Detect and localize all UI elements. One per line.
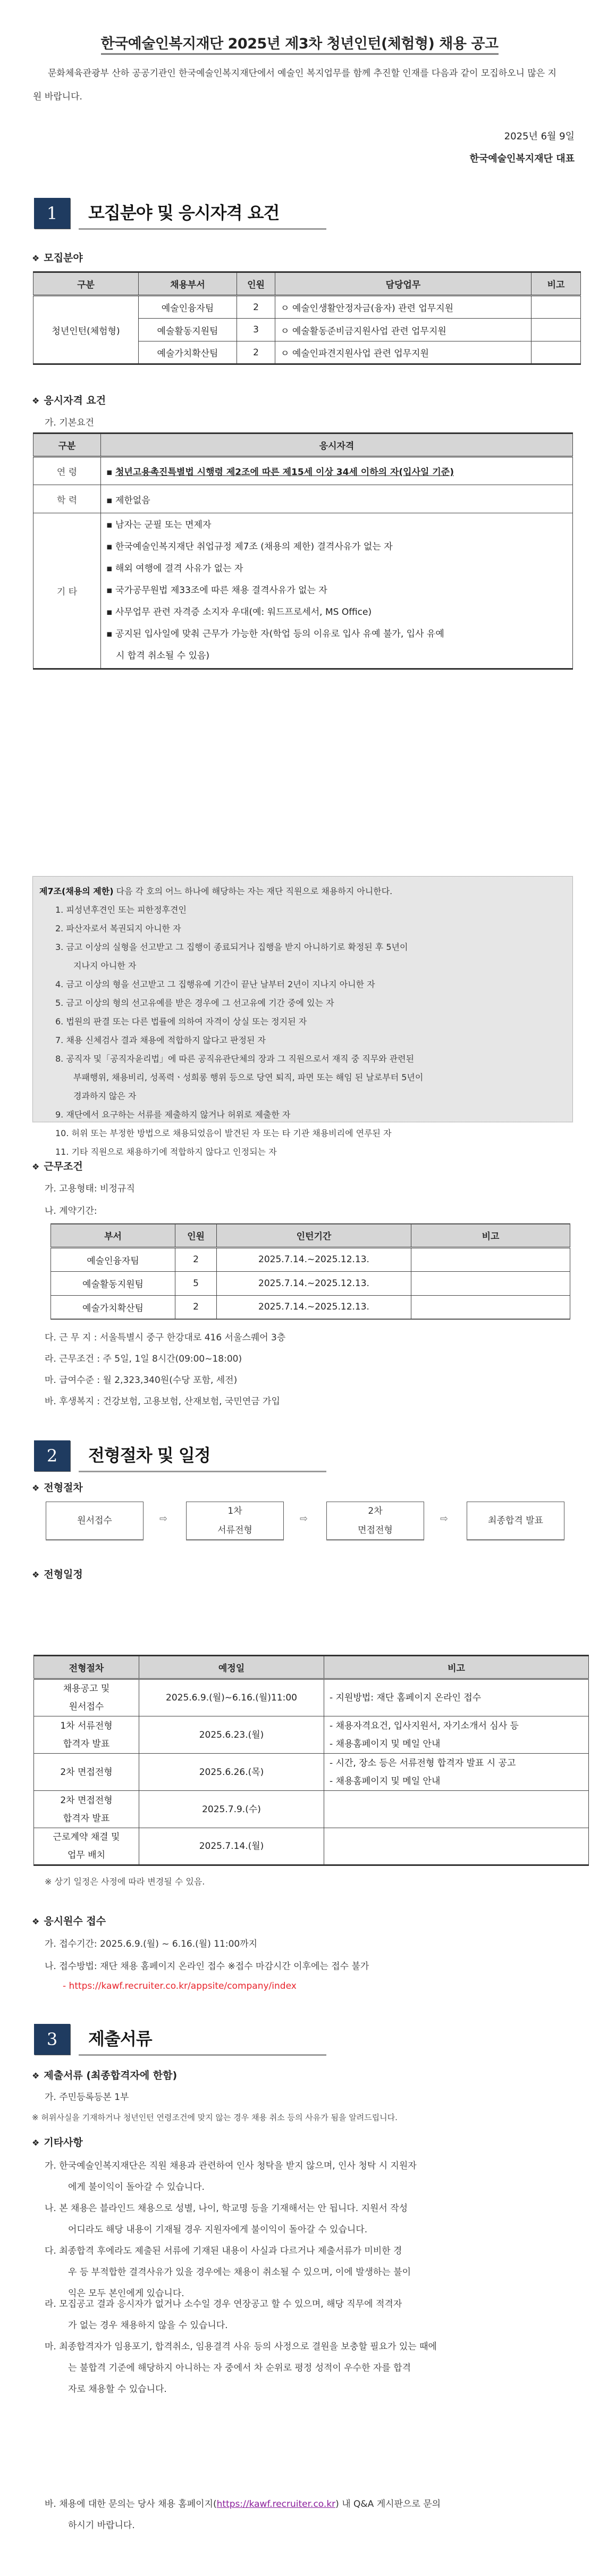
stage-cell: 근로계약 채결 및 업무 배치 — [34, 1828, 139, 1865]
application-url-link[interactable]: - https://kawf.recruiter.co.kr/appsite/company/index — [63, 1981, 297, 1991]
restriction-item: 1. 피성년후견인 또는 피한정후견인 — [55, 905, 187, 915]
col-header: 구분 — [33, 272, 139, 296]
etc-item: ▪ 국가공무원법 제33조에 따른 채용 결격사유가 없는 자 — [106, 585, 327, 596]
diamond-bullet-icon: ❖ — [32, 2071, 40, 2081]
period-cell: 2025.7.14.~2025.12.13. — [217, 1247, 411, 1271]
col-header: 인원 — [175, 1224, 217, 1247]
col-header: 구분 — [33, 433, 101, 457]
restriction-item: 10. 허위 또는 부정한 방법으로 채용되었음이 발견된 자 또는 타 기관 채용비리에 연루된 자 — [55, 1128, 392, 1138]
subheading-process: ❖ 전형절차 — [32, 1482, 83, 1494]
subheading-qualification: ❖ 응시자격 요건 — [32, 395, 106, 406]
restriction-item: 5. 금고 이상의 형의 선고유예를 받은 경우에 그 선고유예 기간 중에 있는 자 — [55, 998, 334, 1008]
col-header: 전형절차 — [34, 1656, 139, 1679]
etc-item: ▪ 사무업무 관련 자격증 소지자 우대(예: 워드프로세서, MS Office) — [106, 607, 372, 618]
section-3-header — [34, 2024, 332, 2056]
restriction-item: 9. 재단에서 요구하는 서류를 제출하지 않거나 허위로 제출한 자 — [55, 1110, 291, 1120]
welfare: 바. 후생복지 : 건강보험, 고용보험, 산재보험, 국민연금 가입 — [45, 1396, 280, 1407]
etc-item-continued: 시 합격 취소될 수 있음) — [116, 651, 210, 661]
stage-cell: 채용공고 및 원서접수 — [34, 1679, 139, 1716]
required-document: 가. 주민등록등본 1부 — [45, 2092, 129, 2103]
dept-cell: 예술인융자팀 — [139, 296, 237, 319]
row-label: 학 력 — [33, 485, 101, 513]
duty-cell: ㅇ 예술인생활안정자금(융자) 관련 업무지원 — [275, 296, 531, 319]
table-row-age — [33, 457, 573, 485]
etc-item: ▪ 남자는 군필 또는 면제자 — [106, 520, 212, 530]
table-header-row — [33, 272, 581, 296]
dept-cell: 예술활동지원팀 — [139, 319, 237, 341]
application-method: 나. 접수방법: 재단 채용 홈페이지 온라인 접수 ※접수 마감시간 이후에는 접수 불가 — [45, 1961, 369, 1972]
work-location: 다. 근 무 지 : 서울특별시 중구 한강대로 416 서울스퀘어 3층 — [45, 1332, 286, 1343]
subheading-etc: ❖ 기타사항 — [32, 2137, 83, 2148]
etc-item: ▪ 해외 여행에 결격 사유가 없는 자 — [106, 563, 243, 574]
etc-item: ▪ 한국예술인복지재단 취업규정 제7조 (채용의 제한) 결격사유가 없는 자 — [106, 541, 393, 552]
announcement-date: 2025년 6월 9일 — [504, 131, 575, 142]
recruiter-homepage-link[interactable]: https://kawf.recruiter.co.kr — [216, 2499, 336, 2510]
diamond-bullet-icon: ❖ — [32, 1483, 40, 1493]
restriction-item: 2. 파산자로서 복권되지 아니한 자 — [55, 923, 181, 933]
restriction-item: 8. 공직자 및「공직자윤리법」에 따른 공직유관단체의 장과 그 직원으로서 재직 중 직무와 관련된 — [55, 1054, 415, 1064]
restriction-item: 11. 기타 직원으로 채용하기에 적합하지 않다고 인정되는 자 — [55, 1147, 277, 1157]
notes-cell: - 채용자격요건, 입사지원서, 자기소개서 심사 등 - 채용홈페이지 및 메일 안내 — [324, 1716, 589, 1754]
table-row-education — [33, 485, 573, 513]
stage-cell: 2차 면접전형 합격자 발표 — [34, 1791, 139, 1828]
diamond-bullet-icon: ❖ — [32, 1570, 40, 1580]
section-title: 전형절차 및 일정 — [79, 1440, 326, 1472]
notes-cell: - 지원방법: 재단 홈페이지 온라인 접수 — [324, 1679, 589, 1716]
note-cell — [531, 296, 581, 319]
dept-cell: 예술가치확산팀 — [51, 1295, 175, 1319]
note-cell — [531, 319, 581, 341]
etc-item-ra: 라. 모집공고 결과 응시자가 없거나 소수일 경우 연장공고 할 수 있으며, 해당 직무에 적격자 가 없는 경우 채용하지 않을 수 있습니다. — [45, 2299, 402, 2331]
col-header: 채용부서 — [139, 272, 237, 296]
dept-cell: 예술활동지원팀 — [51, 1271, 175, 1295]
subheading-work-conditions: ❖ 근무조건 — [32, 1161, 83, 1172]
table-header-row — [51, 1224, 570, 1247]
salary: 마. 급여수준 : 월 2,323,340원(수당 포함, 세전) — [45, 1375, 238, 1386]
schedule-footnote: ※ 상기 일정은 사정에 따라 변경될 수 있음. — [45, 1877, 205, 1887]
process-step-final-announcement: 최종합격 발표 — [467, 1502, 564, 1540]
restriction-item: 4. 금고 이상의 형을 선고받고 그 집행유예 기간이 끝난 날부터 2년이 지나지 아니한 자 — [55, 979, 375, 989]
qualification-table — [33, 432, 573, 670]
note-cell — [411, 1271, 570, 1295]
restriction-item-continued: 지나지 아니한 자 — [73, 961, 137, 971]
schedule-table — [33, 1655, 589, 1866]
duty-cell: ㅇ 예술인파견지원사업 관련 업무지원 — [275, 341, 531, 364]
etc-item-ma: 마. 최종합격자가 임용포기, 합격취소, 임용결격 사유 등의 사정으로 결원을 보충할 필요가 있는 때에 는 불합격 기준에 해당하지 아니하는 자 중에서 차 순위로 평정 성적이 우수한 자를 합격 자로 채용할 수 있습니다. — [45, 2341, 437, 2395]
col-header: 인턴기간 — [217, 1224, 411, 1247]
organization-signature: 한국예술인복지재단 대표 — [469, 153, 575, 164]
table-row — [51, 1271, 570, 1295]
section-title: 모집분야 및 응시자격 요건 — [79, 198, 326, 230]
etc-item-ga: 가. 한국예술인복지재단은 직원 채용과 관련하여 인사 청탁을 받지 않으며, 인사 청탁 시 지원자 에게 불이익이 돌아갈 수 있습니다. — [45, 2161, 417, 2192]
col-header: 비고 — [324, 1656, 589, 1679]
restriction-title: 제7조(채용의 제한) 다음 각 호의 어느 하나에 해당하는 자는 재단 직원으로 채용하지 아니한다. — [39, 886, 393, 896]
subheading-recruit: ❖ 모집분야 — [32, 252, 83, 264]
count-cell: 5 — [175, 1271, 217, 1295]
restriction-clause-box — [32, 876, 573, 1157]
col-header: 비고 — [411, 1224, 570, 1247]
table-row — [51, 1247, 570, 1271]
documents-warning-note: ※ 허위사실을 기재하거나 청년인턴 연령조건에 맞지 않는 경우 채용 취소 등의 사유가 됨을 알려드립니다. — [32, 2113, 398, 2122]
subheading-application: ❖ 응시원수 접수 — [32, 1915, 106, 1927]
table-row — [34, 1679, 589, 1716]
restriction-item: 3. 금고 이상의 실형을 선고받고 그 집행이 종료되거나 집행을 받지 아니하기로 확정된 후 5년이 — [55, 942, 408, 952]
diamond-bullet-icon: ❖ — [32, 1916, 40, 1927]
intro-paragraph: 문화체육관광부 산하 공공기관인 한국예술인복지재단에서 예술인 복지업무를 함께 추진할 인재를 다음과 같이 모집하오니 많은 지원 바랍니다. — [33, 68, 557, 102]
count-cell: 3 — [237, 319, 275, 341]
work-hours: 라. 근무조건 : 주 5일, 1일 8시간(09:00~18:00) — [45, 1354, 242, 1364]
arrow-right-icon: ⇨ — [300, 1513, 308, 1524]
page-title: 한국예술인복지재단 2025년 제3차 청년인턴(체험형) 채용 공고 — [0, 32, 599, 53]
period-cell: 2025.7.14.~2025.12.13. — [217, 1271, 411, 1295]
table-row — [33, 296, 581, 319]
stage-cell: 1차 서류전형 합격자 발표 — [34, 1716, 139, 1754]
employment-type: 가. 고용형태: 비정규직 — [45, 1183, 135, 1194]
row-label: 연 령 — [33, 457, 101, 485]
section-number-badge: 1 — [34, 198, 70, 229]
contract-period-label: 나. 계약기간: — [45, 1206, 97, 1216]
note-cell — [411, 1295, 570, 1319]
dept-cell: 예술인융자팀 — [51, 1247, 175, 1271]
section-2-header — [34, 1440, 332, 1472]
count-cell: 2 — [175, 1295, 217, 1319]
count-cell: 2 — [237, 296, 275, 319]
row-label: 기 타 — [33, 513, 101, 669]
application-period: 가. 접수기간: 2025.6.9.(월) ~ 6.16.(월) 11:00까지 — [45, 1939, 258, 1949]
restriction-item-continued: 경과하지 않은 자 — [73, 1091, 137, 1101]
etc-item-da: 다. 최종합격 후에라도 제출된 서류에 기재된 내용이 사실과 다르거나 제출서류가 미비한 경 우 등 부적합한 결격사유가 있을 경우에는 채용이 취소될 수 있으며, 이에 발생하는 불이 익은 모두 본인에게 있습니다. — [45, 2246, 411, 2299]
section-title: 제출서류 — [79, 2024, 326, 2056]
count-cell: 2 — [175, 1247, 217, 1271]
table-row — [34, 1791, 589, 1828]
count-cell: 2 — [237, 341, 275, 364]
diamond-bullet-icon: ❖ — [32, 2138, 40, 2148]
stage-cell: 2차 면접전형 — [34, 1754, 139, 1791]
section-1-header — [34, 198, 332, 230]
period-cell: 2025.7.14.~2025.12.13. — [217, 1295, 411, 1319]
table-row — [34, 1716, 589, 1754]
restriction-item: 7. 채용 신체검사 결과 채용에 적합하지 않다고 판정된 자 — [55, 1035, 266, 1045]
process-step-document-screening: 1차 서류전형 — [186, 1502, 284, 1540]
age-value: ▪ 청년고용촉진특별법 시행령 제2조에 따른 제15세 이상 34세 이하의 자(입사일 기준) — [101, 457, 573, 485]
etc-item: ▪ 공지된 입사일에 맞춰 근무가 가능한 자(학업 등의 이유로 입사 유예 불가, 입사 유예 — [106, 629, 444, 639]
table-header-row — [34, 1656, 589, 1679]
process-step-interview: 2차 면접전형 — [326, 1502, 424, 1540]
diamond-bullet-icon: ❖ — [32, 396, 40, 406]
col-header: 부서 — [51, 1224, 175, 1247]
arrow-right-icon: ⇨ — [440, 1513, 449, 1524]
etc-item-ba-contact: 바. 채용에 대한 문의는 당사 채용 홈페이지(https://kawf.recruiter.co.kr) 내 Q&A 게시판으로 문의 하시기 바랍니다. — [45, 2499, 441, 2531]
col-header: 예정일 — [139, 1656, 324, 1679]
date-cell: 2025.7.9.(수) — [139, 1791, 324, 1828]
section-number-badge: 3 — [34, 2024, 70, 2055]
col-header: 담당업무 — [275, 272, 531, 296]
note-cell — [531, 341, 581, 364]
date-cell: 2025.6.23.(월) — [139, 1716, 324, 1754]
education-value: ▪ 제한없음 — [101, 485, 573, 513]
restriction-item: 6. 법원의 판결 또는 다른 법률에 의하여 자격이 상실 또는 정지된 자 — [55, 1016, 307, 1027]
section-number-badge: 2 — [34, 1440, 70, 1471]
col-header: 응시자격 — [101, 433, 573, 457]
table-row-etc — [33, 513, 573, 669]
col-header: 비고 — [531, 272, 581, 296]
table-row — [51, 1295, 570, 1319]
notes-cell — [324, 1828, 589, 1865]
date-cell: 2025.6.9.(월)~6.16.(월)11:00 — [139, 1679, 324, 1716]
notes-cell — [324, 1791, 589, 1828]
internship-period-table — [50, 1223, 570, 1320]
basic-requirements-label: 가. 기본요건 — [45, 418, 94, 428]
diamond-bullet-icon: ❖ — [32, 253, 40, 263]
note-cell — [411, 1247, 570, 1271]
subheading-documents: ❖ 제출서류 (최종합격자에 한함) — [32, 2070, 178, 2081]
recruit-table — [33, 271, 581, 365]
arrow-right-icon: ⇨ — [159, 1513, 168, 1524]
etc-values — [101, 513, 573, 669]
table-row — [34, 1828, 589, 1865]
dept-cell: 예술가치확산팀 — [139, 341, 237, 364]
date-cell: 2025.6.26.(목) — [139, 1754, 324, 1791]
col-header: 인원 — [237, 272, 275, 296]
notes-cell: - 시간, 장소 등은 서류전형 합격자 발표 시 공고 - 채용홈페이지 및 메일 안내 — [324, 1754, 589, 1791]
duty-cell: ㅇ 예술활동준비금지원사업 관련 업무지원 — [275, 319, 531, 341]
etc-item-na-blind-warning: 나. 본 채용은 블라인드 채용으로 성별, 나이, 학교명 등을 기재해서는 안 됩니다. 지원서 작성 어디라도 해당 내용이 기재될 경우 지원자에게 불이익이 돌아갈 수 있습니다. — [45, 2203, 408, 2235]
table-header-row — [33, 433, 573, 457]
category-cell: 청년인턴(체험형) — [33, 296, 139, 364]
restriction-item-continued: 부패행위, 채용비리, 성폭력ㆍ성희롱 행위 등으로 당연 퇴직, 파면 또는 해임 된 날로부터 5년이 — [73, 1072, 424, 1082]
subheading-schedule: ❖ 전형일정 — [32, 1569, 83, 1580]
table-row — [34, 1754, 589, 1791]
diamond-bullet-icon: ❖ — [32, 1162, 40, 1172]
process-step-application: 원서접수 — [46, 1502, 144, 1540]
date-cell: 2025.7.14.(월) — [139, 1828, 324, 1865]
